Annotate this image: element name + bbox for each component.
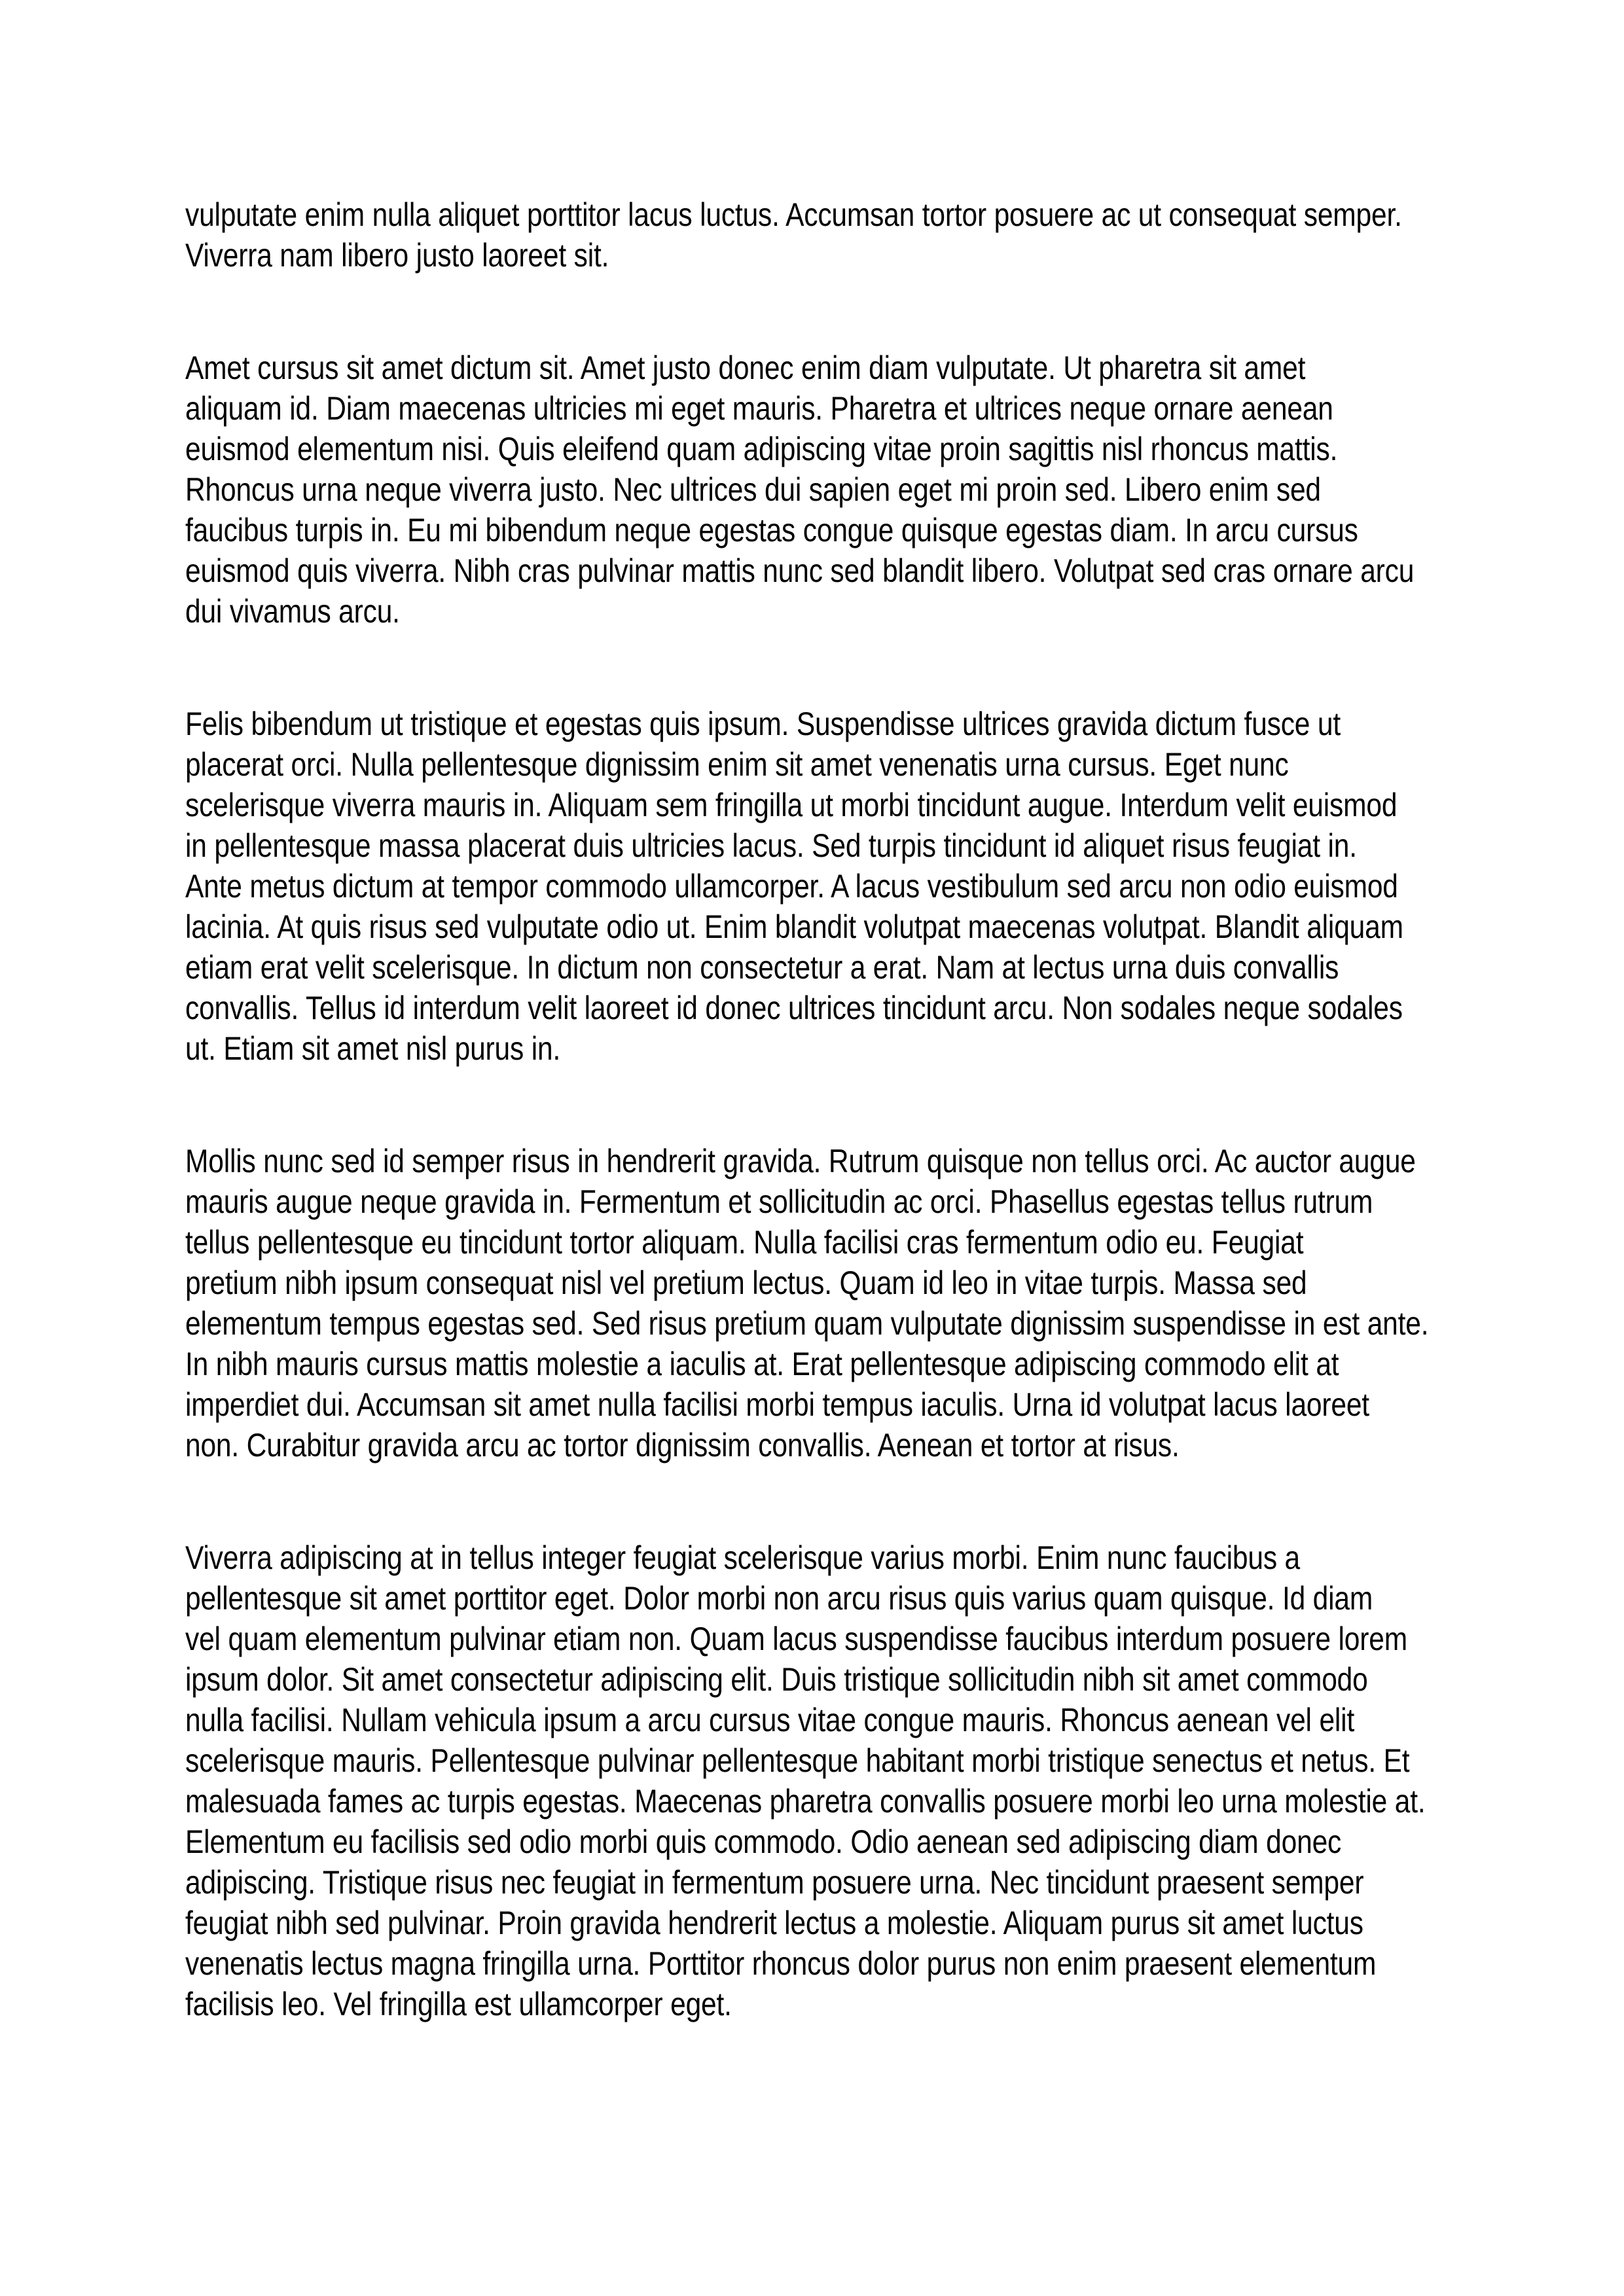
text-line: pretium nibh ipsum consequat nisl vel pretium lectus. Quam id leo in vitae turpis. Massa sed: [185, 1265, 1307, 1301]
text-line: adipiscing. Tristique risus nec feugiat in fermentum posuere urna. Nec tincidunt praesent semper: [185, 1864, 1364, 1901]
text-line: euismod quis viverra. Nibh cras pulvinar mattis nunc sed blandit libero. Volutpat sed cras ornare arcu: [185, 552, 1415, 589]
paragraph: [185, 1141, 1443, 1465]
text-line: mauris augue neque gravida in. Fermentum et sollicitudin ac orci. Phasellus egestas tellus rutrum: [185, 1183, 1373, 1220]
text-line: Felis bibendum ut tristique et egestas quis ipsum. Suspendisse ultrices gravida dictum fusce ut: [185, 706, 1341, 742]
paragraph: [185, 348, 1443, 632]
text-line: etiam erat velit scelerisque. In dictum non consectetur a erat. Nam at lectus urna duis convallis: [185, 949, 1339, 986]
text-line: in pellentesque massa placerat duis ultricies lacus. Sed turpis tincidunt id aliquet risus feugiat in.: [185, 827, 1357, 864]
text-line: placerat orci. Nulla pellentesque dignissim enim sit amet venenatis urna cursus. Eget nunc: [185, 746, 1289, 783]
text-line: convallis. Tellus id interdum velit laoreet id donec ultrices tincidunt arcu. Non sodales neque sodales: [185, 990, 1403, 1026]
text-line: vel quam elementum pulvinar etiam non. Quam lacus suspendisse faucibus interdum posuere lorem: [185, 1621, 1407, 1657]
paragraph: [185, 1537, 1443, 2024]
text-line: ut. Etiam sit amet nisl purus in.: [185, 1030, 561, 1067]
text-line: pellentesque sit amet porttitor eget. Dolor morbi non arcu risus quis varius quam quisque. Id diam: [185, 1580, 1373, 1617]
text-line: dui vivamus arcu.: [185, 593, 400, 630]
text-line: elementum tempus egestas sed. Sed risus pretium quam vulputate dignissim suspendisse in est ante.: [185, 1305, 1429, 1342]
paragraph: [185, 194, 1443, 276]
text-line: aliquam id. Diam maecenas ultricies mi eget mauris. Pharetra et ultrices neque ornare aenean: [185, 390, 1333, 427]
text-line: facilisis leo. Vel fringilla est ullamcorper eget.: [185, 1986, 732, 2022]
text-line: Mollis nunc sed id semper risus in hendrerit gravida. Rutrum quisque non tellus orci. Ac auctor augue: [185, 1143, 1416, 1179]
text-line: ipsum dolor. Sit amet consectetur adipiscing elit. Duis tristique sollicitudin nibh sit amet commodo: [185, 1661, 1368, 1698]
text-line: Viverra adipiscing at in tellus integer feugiat scelerisque varius morbi. Enim nunc faucibus a: [185, 1539, 1301, 1576]
text-line: tellus pellentesque eu tincidunt tortor aliquam. Nulla facilisi cras fermentum odio eu. Feugiat: [185, 1224, 1304, 1261]
text-line: malesuada fames ac turpis egestas. Maecenas pharetra convallis posuere morbi leo urna molestie at.: [185, 1783, 1426, 1820]
text-line: venenatis lectus magna fringilla urna. Porttitor rhoncus dolor purus non enim praesent elementum: [185, 1945, 1377, 1982]
text-line: In nibh mauris cursus mattis molestie a iaculis at. Erat pellentesque adipiscing commodo elit at: [185, 1346, 1339, 1382]
text-line: Ante metus dictum at tempor commodo ullamcorper. A lacus vestibulum sed arcu non odio euismod: [185, 868, 1398, 905]
text-line: Elementum eu facilisis sed odio morbi quis commodo. Odio aenean sed adipiscing diam donec: [185, 1823, 1342, 1860]
text-line: scelerisque viverra mauris in. Aliquam sem fringilla ut morbi tincidunt augue. Interdum velit euismod: [185, 787, 1398, 823]
text-line: non. Curabitur gravida arcu ac tortor dignissim convallis. Aenean et tortor at risus.: [185, 1427, 1180, 1463]
text-line: Viverra nam libero justo laoreet sit.: [185, 237, 609, 274]
text-line: feugiat nibh sed pulvinar. Proin gravida hendrerit lectus a molestie. Aliquam purus sit amet luctus: [185, 1905, 1363, 1941]
text-line: lacinia. At quis risus sed vulputate odio ut. Enim blandit volutpat maecenas volutpat. Blandit aliquam: [185, 908, 1403, 945]
text-line: imperdiet dui. Accumsan sit amet nulla facilisi morbi tempus iaculis. Urna id volutpat lacus laoreet: [185, 1386, 1369, 1423]
text-line: faucibus turpis in. Eu mi bibendum neque egestas congue quisque egestas diam. In arcu cursus: [185, 512, 1358, 548]
text-line: Rhoncus urna neque viverra justo. Nec ultrices dui sapien eget mi proin sed. Libero enim sed: [185, 471, 1321, 508]
text-line: scelerisque mauris. Pellentesque pulvinar pellentesque habitant morbi tristique senectus et netus. Et: [185, 1742, 1410, 1779]
text-line: Amet cursus sit amet dictum sit. Amet justo donec enim diam vulputate. Ut pharetra sit amet: [185, 350, 1306, 386]
document-body: [185, 194, 1443, 2096]
text-line: euismod elementum nisi. Quis eleifend quam adipiscing vitae proin sagittis nisl rhoncus mattis.: [185, 431, 1338, 467]
text-line: vulputate enim nulla aliquet porttitor lacus luctus. Accumsan tortor posuere ac ut consequat semper.: [185, 196, 1402, 233]
text-line: nulla facilisi. Nullam vehicula ipsum a arcu cursus vitae congue mauris. Rhoncus aenean vel elit: [185, 1702, 1355, 1738]
paragraph: [185, 704, 1443, 1069]
